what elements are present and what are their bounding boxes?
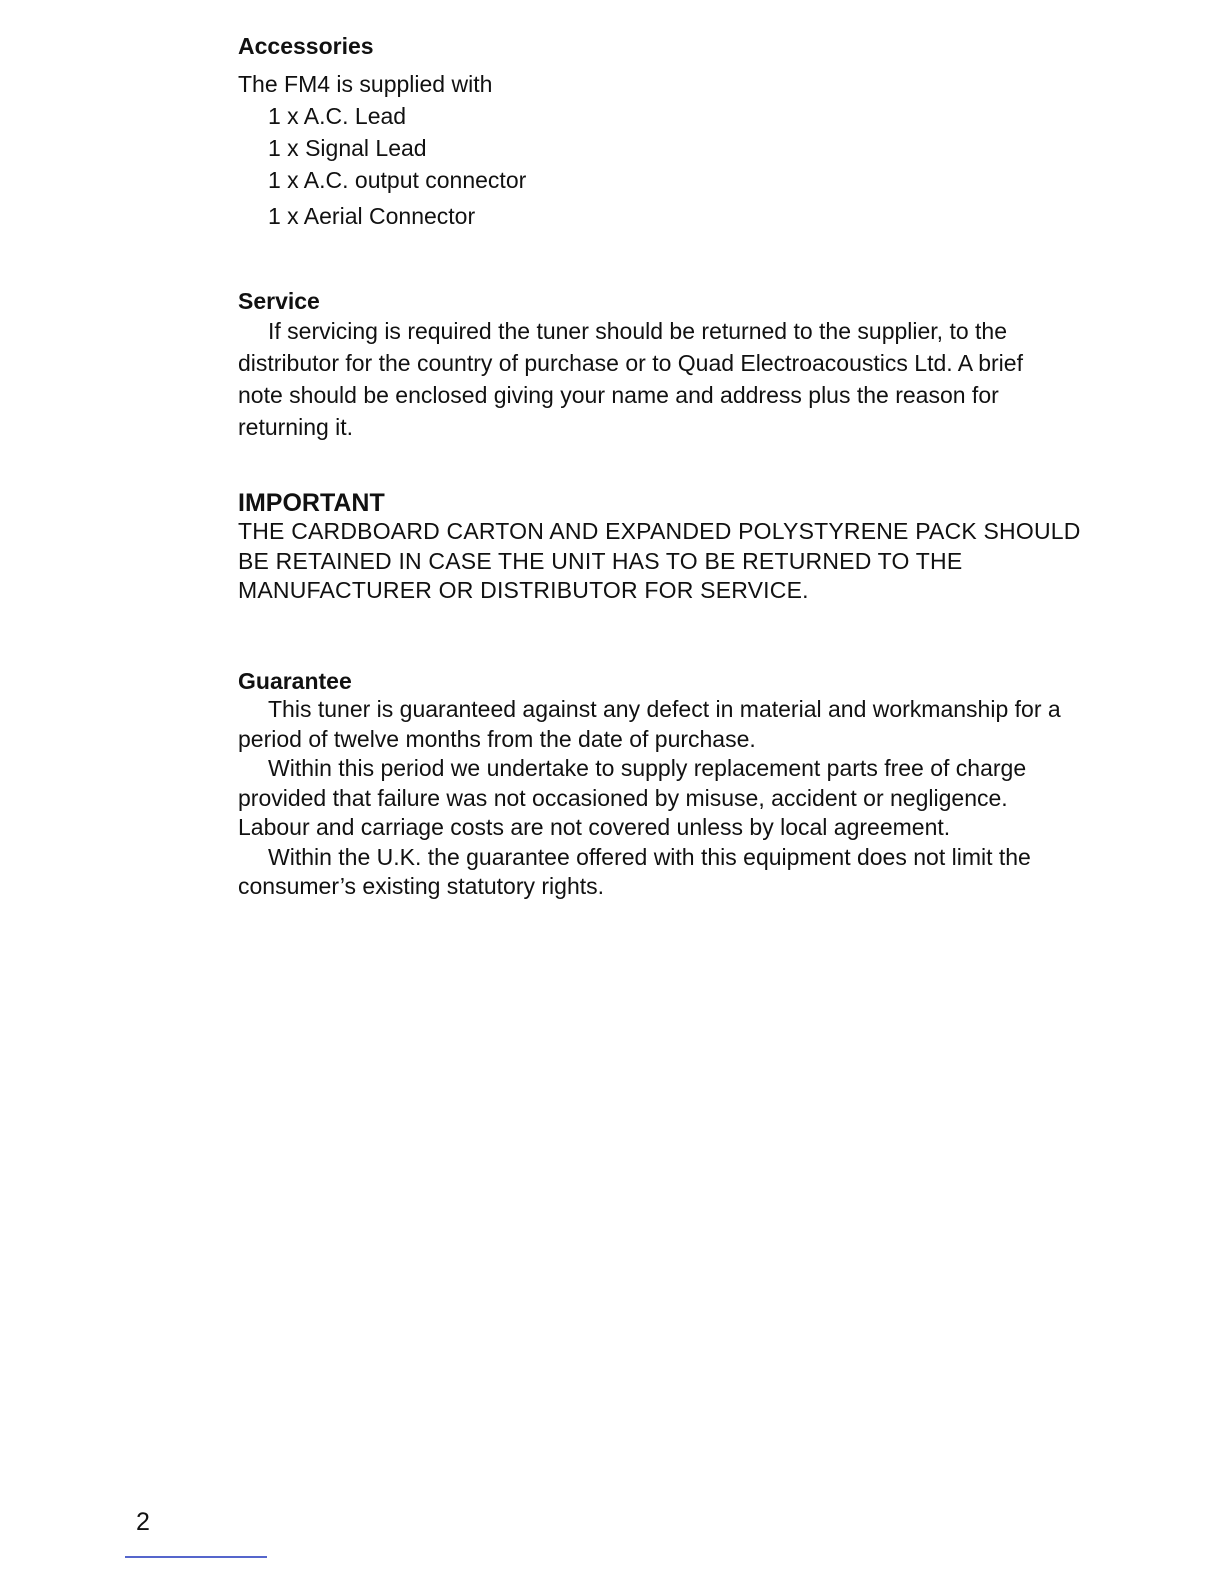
list-item: 1 x Aerial Connector	[268, 203, 476, 229]
list-item: 1 x A.C. output connector	[268, 167, 527, 193]
accessories-list	[238, 100, 526, 232]
footer-rule	[125, 1556, 267, 1558]
guarantee-heading: Guarantee	[238, 668, 352, 694]
service-section	[238, 287, 1068, 443]
guarantee-paragraph: Within the U.K. the guarantee offered with this equipment does not limit the consumer’s existing statutory rights.	[238, 843, 1031, 899]
important-section	[238, 489, 1088, 606]
important-heading: IMPORTANT	[238, 489, 385, 517]
list-item: 1 x Signal Lead	[268, 135, 427, 161]
accessories-intro: The FM4 is supplied with	[238, 71, 493, 97]
guarantee-section	[238, 667, 1068, 902]
accessories-heading: Accessories	[238, 33, 374, 59]
list-item: 1 x A.C. Lead	[268, 103, 407, 129]
service-heading: Service	[238, 288, 320, 314]
page-number: 2	[136, 1508, 150, 1536]
service-body: If servicing is required the tuner should be returned to the supplier, to the distributor for the country of purchase or to Quad Electroacoustics Ltd. A brief note should be enclosed giving your name and address plus the reason for returning it.	[238, 318, 1023, 440]
guarantee-paragraph: Within this period we undertake to supply replacement parts free of charge provided that failure was not occasioned by misuse, accident or negligence. Labour and carriage costs are not covered unless by local agreement.	[238, 755, 1027, 840]
guarantee-paragraph: This tuner is guaranteed against any defect in material and workmanship for a period of twelve months from the date of purchase.	[238, 696, 1061, 752]
accessories-section	[238, 32, 526, 232]
important-body: THE CARDBOARD CARTON AND EXPANDED POLYSTYRENE PACK SHOULD BE RETAINED IN CASE THE UNIT HAS TO BE RETURNED TO THE MANUFACTURER OR DISTRIBUTOR FOR SERVICE.	[238, 518, 1081, 603]
